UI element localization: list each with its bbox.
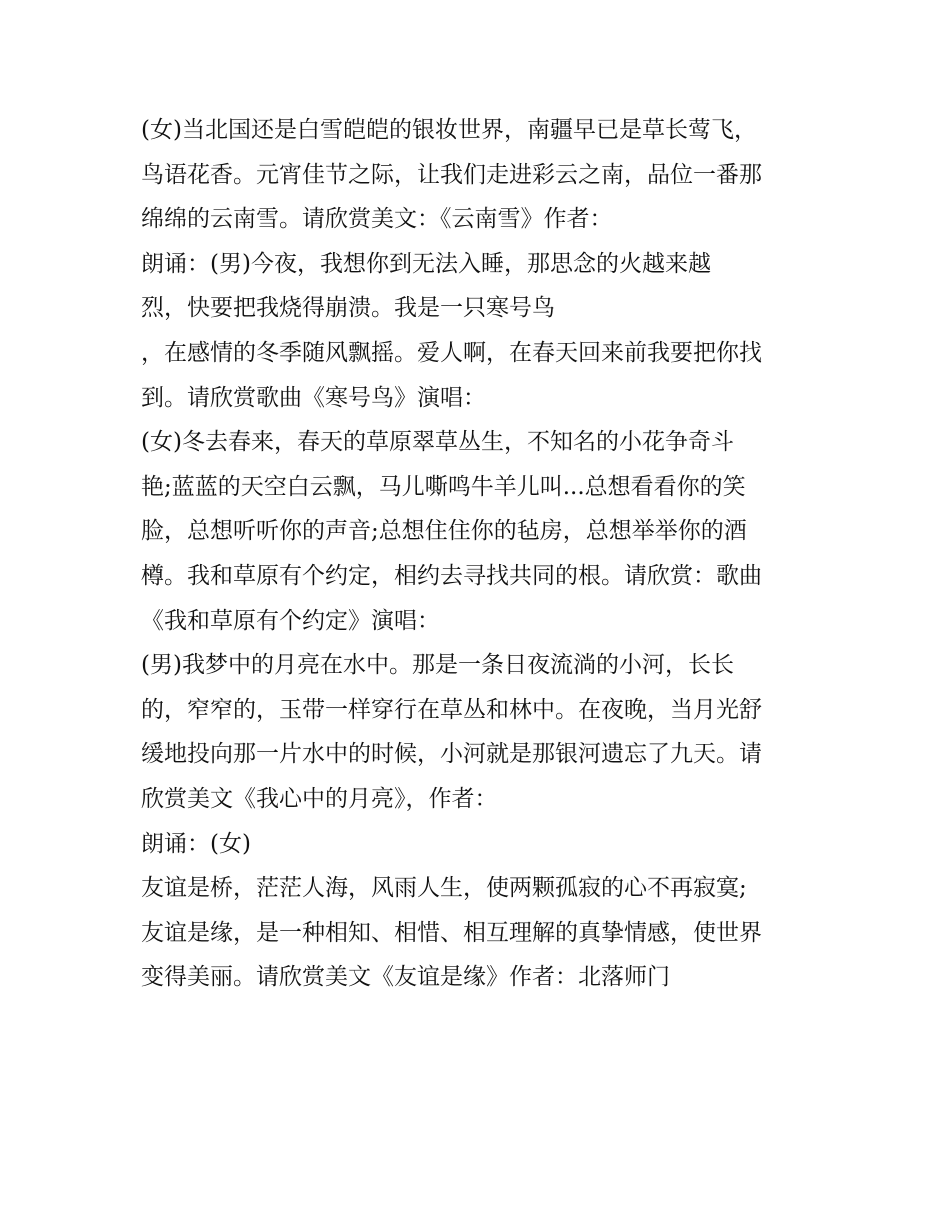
text-line: 缓地投向那一片水中的时候，小河就是那银河遗忘了九天。请 <box>141 741 762 768</box>
text-line: 欣赏美文《我心中的月亮》，作者： <box>141 785 498 812</box>
text-line: 朗诵：(男)今夜，我想你到无法入睡，那思念的火越来越 <box>141 250 711 277</box>
text-line: ，在感情的冬季随风飘摇。爱人啊，在春天回来前我要把你找 <box>141 339 762 366</box>
text-line: 朗诵：(女) <box>141 830 251 857</box>
text-line: 烈，快要把我烧得崩溃。我是一只寒号鸟 <box>141 295 555 322</box>
text-line: 《我和草原有个约定》演唱： <box>141 607 440 634</box>
text-line: (女)冬去春来，春天的草原翠草丛生，不知名的小花争奇斗 <box>141 429 734 456</box>
text-line: 艳;蓝蓝的天空白云飘，马儿嘶鸣牛羊儿叫...总想看看你的笑 <box>141 473 746 500</box>
text-line: 友谊是缘，是一种相知、相惜、相互理解的真挚情感，使世界 <box>141 919 762 946</box>
text-line: 变得美丽。请欣赏美文《友谊是缘》作者：北落师门 <box>141 964 670 991</box>
text-line: 鸟语花香。元宵佳节之际，让我们走进彩云之南，品位一番那 <box>141 161 762 188</box>
text-line: (女)当北国还是白雪皑皑的银妆世界，南疆早已是草长莺飞， <box>141 117 757 143</box>
document-body <box>141 108 831 1000</box>
text-line: 友谊是桥，茫茫人海，风雨人生，使两颗孤寂的心不再寂寞; <box>141 875 747 902</box>
text-line: 到。请欣赏歌曲《寒号鸟》演唱： <box>141 384 486 411</box>
text-line: (男)我梦中的月亮在水中。那是一条日夜流淌的小河，长长 <box>141 652 734 679</box>
text-line: 樽。我和草原有个约定，相约去寻找共同的根。请欣赏：歌曲 <box>141 562 762 589</box>
text-line: 绵绵的云南雪。请欣赏美文：《云南雪》作者： <box>141 206 613 233</box>
text-line: 的，窄窄的，玉带一样穿行在草丛和林中。在夜晚，当月光舒 <box>141 696 762 723</box>
text-line: 脸，总想听听你的声音;总想住住你的毡房，总想举举你的酒 <box>141 518 747 545</box>
